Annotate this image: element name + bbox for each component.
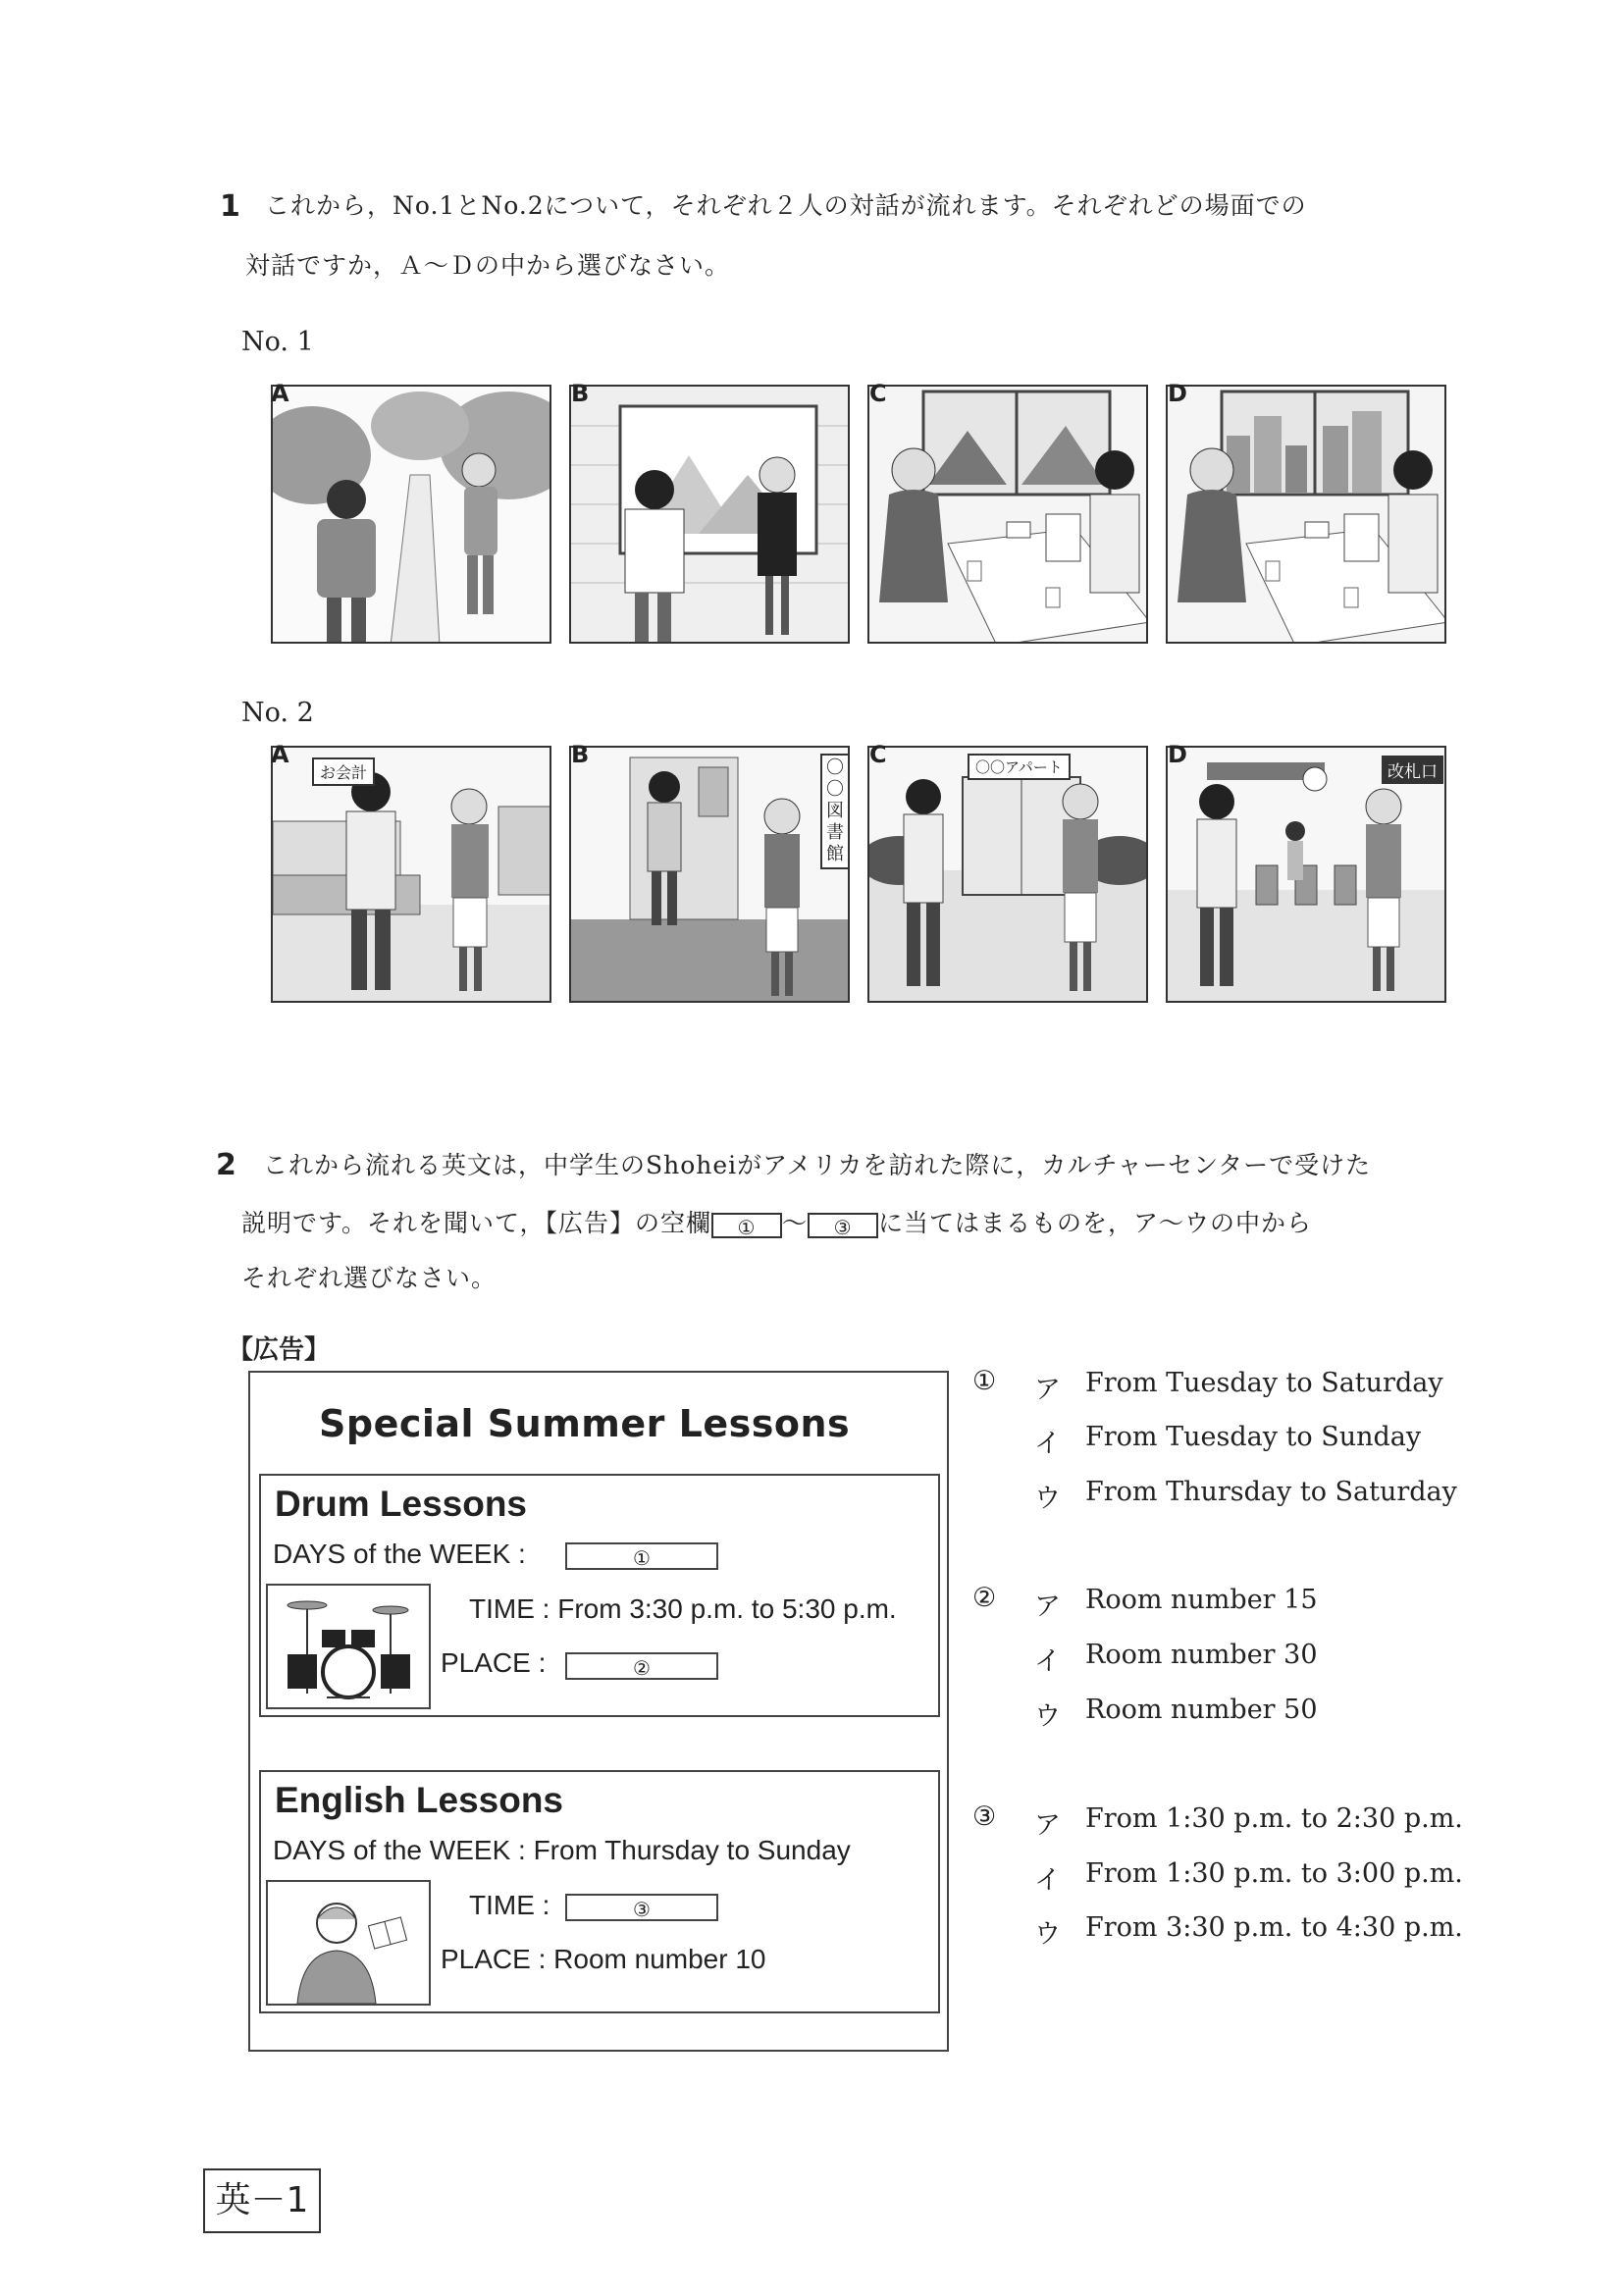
english-lessons-box	[259, 1770, 940, 2013]
no2-label-c: C	[869, 741, 887, 768]
english-picture	[266, 1880, 431, 2006]
ad-label: 【広告】	[228, 1335, 331, 1365]
no1-label-d: D	[1168, 380, 1187, 407]
question-1-instruction-line2: 対話ですか，Ａ～Ｄの中から選びなさい。	[245, 251, 731, 280]
choice-3-b: From 1:30 p.m. to 3:00 p.m.	[1085, 1858, 1463, 1889]
drum-picture	[266, 1584, 431, 1709]
question-1-instruction-line1: これから，No.1とNo.2について，それぞれ２人の対話が流れます。それぞれどの場面での	[265, 191, 1307, 220]
no2-panel-a	[271, 746, 551, 1003]
no1-panel-d	[1166, 385, 1446, 644]
drum-set-icon	[268, 1586, 429, 1707]
choice-2-kana-b: イ	[1034, 1646, 1061, 1677]
sign-library: 〇〇図書館	[820, 754, 850, 869]
sign-department-store: 〇〇アパート	[968, 754, 1071, 780]
question-2-number: 2	[216, 1148, 236, 1182]
choice-1-kana-a: ア	[1034, 1375, 1061, 1405]
choice-group-2-number: ②	[972, 1583, 997, 1613]
no2-label-d: D	[1168, 741, 1187, 768]
choice-2-kana-c: ウ	[1034, 1701, 1061, 1732]
no1-panel-b	[569, 385, 850, 644]
museum-painting-scene	[571, 387, 850, 644]
drum-lessons-box	[259, 1474, 940, 1717]
choice-3-c: From 3:30 p.m. to 4:30 p.m.	[1085, 1912, 1463, 1943]
choice-1-a: From Tuesday to Saturday	[1085, 1368, 1443, 1398]
inline-blank-3: ③	[808, 1213, 878, 1238]
sign-ticket-gate: 改札口	[1382, 756, 1443, 784]
choice-2-a: Room number 15	[1085, 1585, 1318, 1615]
no1-panel-a	[271, 385, 551, 644]
no2-label-a: A	[271, 741, 289, 768]
station-ticket-gate-scene	[1168, 748, 1446, 1003]
no2-panel-c	[867, 746, 1148, 1003]
restaurant-city-view-scene	[1168, 387, 1446, 644]
inline-blank-1: ①	[711, 1213, 782, 1238]
choice-3-kana-a: ア	[1034, 1810, 1061, 1841]
restaurant-mountain-view-scene	[869, 387, 1148, 644]
english-days: DAYS of the WEEK : From Thursday to Sunday	[273, 1835, 851, 1865]
no2-panel-d	[1166, 746, 1446, 1003]
question-2-instruction-line2	[241, 1211, 1312, 1238]
tilde: ～	[782, 1209, 809, 1237]
question-2-instruction-line1: これから流れる英文は，中学生のShoheiがアメリカを訪れた際に，カルチャーセンターで受けた	[263, 1151, 1372, 1179]
forest-trail-scene	[273, 387, 551, 644]
drum-days-blank: ①	[565, 1542, 718, 1570]
choice-1-kana-b: イ	[1034, 1429, 1061, 1459]
no2-label-b: B	[571, 741, 590, 768]
page-label: 英－1	[203, 2168, 321, 2233]
question-1-number: 1	[220, 189, 240, 224]
advertisement	[248, 1371, 949, 2052]
choice-2-b: Room number 30	[1085, 1640, 1318, 1670]
english-time-blank: ③	[565, 1894, 718, 1921]
drum-time: TIME : From 3:30 p.m. to 5:30 p.m.	[469, 1593, 897, 1624]
no1-label-b: B	[571, 380, 590, 407]
library-entrance-scene	[571, 748, 850, 1003]
store-cashier-scene	[273, 748, 551, 1003]
line2-text-a: 説明です。それを聞いて，【広告】の空欄	[241, 1209, 712, 1237]
ad-title: Special Summer Lessons	[319, 1402, 851, 1445]
no2-label: No. 2	[241, 698, 314, 728]
drum-place-blank: ②	[565, 1652, 718, 1680]
drum-heading: Drum Lessons	[275, 1484, 528, 1524]
english-time-label: TIME :	[469, 1890, 550, 1920]
english-heading: English Lessons	[275, 1780, 564, 1820]
choice-3-kana-b: イ	[1034, 1865, 1061, 1896]
english-place: PLACE : Room number 10	[441, 1944, 766, 1974]
no2-panel-b	[569, 746, 850, 1003]
choice-2-c: Room number 50	[1085, 1695, 1318, 1725]
sign-cashier: お会計	[312, 757, 375, 786]
choice-3-kana-c: ウ	[1034, 1919, 1061, 1950]
no1-label: No. 1	[241, 327, 314, 357]
choice-3-a: From 1:30 p.m. to 2:30 p.m.	[1085, 1803, 1463, 1834]
line2-text-b: に当てはまるものを，ア～ウの中から	[878, 1209, 1313, 1237]
no1-label-c: C	[869, 380, 887, 407]
no1-label-a: A	[271, 380, 289, 407]
choice-1-kana-c: ウ	[1034, 1484, 1061, 1514]
choice-2-kana-a: ア	[1034, 1592, 1061, 1622]
choice-1-c: From Thursday to Saturday	[1085, 1477, 1457, 1507]
choice-group-3-number: ③	[972, 1801, 997, 1832]
teacher-with-book-icon	[268, 1882, 429, 2004]
choice-1-b: From Tuesday to Sunday	[1085, 1422, 1422, 1452]
department-store-entrance-scene	[869, 748, 1148, 1003]
drum-days-label: DAYS of the WEEK :	[273, 1539, 526, 1569]
question-2-instruction-line3: それぞれ選びなさい。	[241, 1264, 497, 1292]
no1-panel-c	[867, 385, 1148, 644]
choice-group-1-number: ①	[972, 1366, 997, 1396]
drum-place-label: PLACE :	[441, 1647, 547, 1678]
